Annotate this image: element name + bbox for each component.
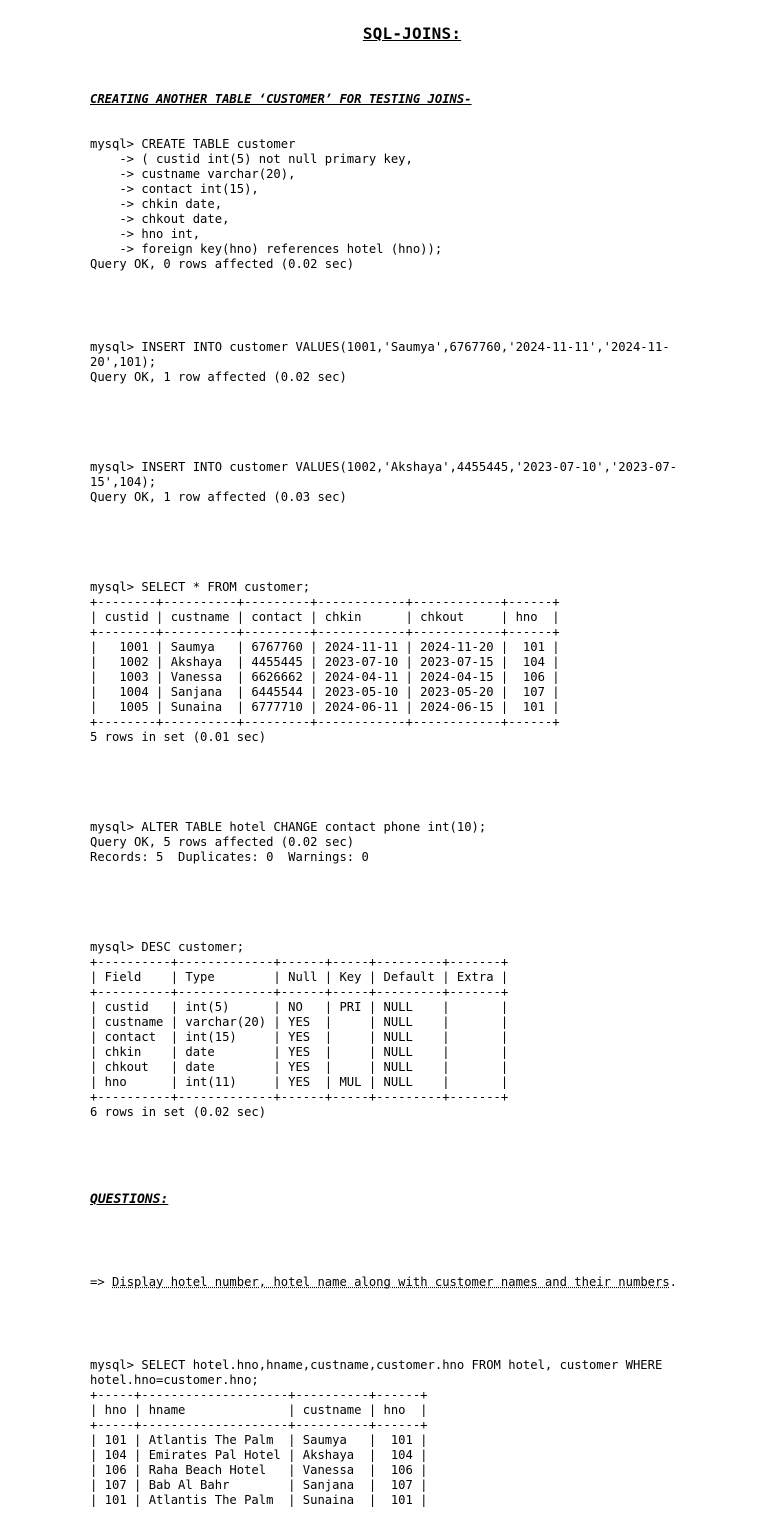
code-line: | chkout | date | YES | | NULL | |: [90, 1060, 509, 1074]
code-line: | hno | hname | custname | hno |: [90, 1403, 428, 1417]
code-line: -> chkout date,: [90, 212, 230, 226]
code-line: +--------+----------+---------+------------+------------+------+: [90, 715, 560, 729]
code-line: | custid | int(5) | NO | PRI | NULL | |: [90, 1000, 509, 1014]
code-line: | 106 | Raha Beach Hotel | Vanessa | 106 |: [90, 1463, 428, 1477]
code-line: Records: 5 Duplicates: 0 Warnings: 0: [90, 850, 369, 864]
code-line: hotel.hno=customer.hno;: [90, 1373, 259, 1387]
insert-1001-block: [90, 340, 750, 385]
code-line: | 1002 | Akshaya | 4455445 | 2023-07-10 | 2023-07-15 | 104 |: [90, 655, 560, 669]
code-line: -> contact int(15),: [90, 182, 259, 196]
code-line: -> foreign key(hno) references hotel (hno));: [90, 242, 443, 256]
questions-heading: QUESTIONS:: [90, 1192, 169, 1207]
join-query-block: [90, 1358, 750, 1508]
code-line: | custid | custname | contact | chkin | chkout | hno |: [90, 610, 560, 624]
select-customer-block: [90, 580, 750, 745]
code-line: +-----+--------------------+----------+------+: [90, 1388, 428, 1402]
question-prefix: =>: [90, 1275, 113, 1289]
code-line: mysql> DESC customer;: [90, 940, 245, 954]
code-line: 6 rows in set (0.02 sec): [90, 1105, 267, 1119]
question-suffix: .: [669, 1275, 678, 1289]
code-line: +--------+----------+---------+------------+------------+------+: [90, 625, 560, 639]
insert-1002-block: [90, 460, 750, 505]
document-body: [90, 62, 750, 1538]
code-line: mysql> INSERT INTO customer VALUES(1002,'Akshaya',4455445,'2023-07-10','2023-07-: [90, 460, 677, 474]
code-line: -> hno int,: [90, 227, 201, 241]
code-line: | 1003 | Vanessa | 6626662 | 2024-04-11 | 2024-04-15 | 106 |: [90, 670, 560, 684]
code-line: Query OK, 1 row affected (0.03 sec): [90, 490, 347, 504]
code-line: | 104 | Emirates Pal Hotel | Akshaya | 104 |: [90, 1448, 428, 1462]
code-line: | 1004 | Sanjana | 6445544 | 2023-05-10 | 2023-05-20 | 107 |: [90, 685, 560, 699]
code-line: mysql> SELECT * FROM customer;: [90, 580, 311, 594]
code-line: 5 rows in set (0.01 sec): [90, 730, 267, 744]
code-line: -> chkin date,: [90, 197, 223, 211]
code-line: mysql> CREATE TABLE customer: [90, 137, 296, 151]
code-line: mysql> ALTER TABLE hotel CHANGE contact phone int(10);: [90, 820, 487, 834]
code-line: -> custname varchar(20),: [90, 167, 296, 181]
desc-customer-block: [90, 940, 750, 1120]
code-line: | 107 | Bab Al Bahr | Sanjana | 107 |: [90, 1478, 428, 1492]
code-line: Query OK, 1 row affected (0.02 sec): [90, 370, 347, 384]
question-line: [90, 1275, 750, 1290]
alter-table-block: [90, 820, 750, 865]
code-line: | Field | Type | Null | Key | Default | Extra |: [90, 970, 509, 984]
code-line: +-----+--------------------+----------+------+: [90, 1418, 428, 1432]
code-line: | contact | int(15) | YES | | NULL | |: [90, 1030, 509, 1044]
page-title: SQL-JOINS:: [362, 24, 462, 43]
code-line: +----------+-------------+------+-----+---------+-------+: [90, 955, 509, 969]
question-text: Display hotel number, hotel name along with customer names and their numbers: [112, 1275, 670, 1289]
code-line: 15',104);: [90, 475, 157, 489]
code-line: | custname | varchar(20) | YES | | NULL | |: [90, 1015, 509, 1029]
code-line: +----------+-------------+------+-----+---------+-------+: [90, 1090, 509, 1104]
code-line: Query OK, 5 rows affected (0.02 sec): [90, 835, 355, 849]
code-line: Query OK, 0 rows affected (0.02 sec): [90, 257, 355, 271]
code-line: | 1005 | Sunaina | 6777710 | 2024-06-11 | 2024-06-15 | 101 |: [90, 700, 560, 714]
code-line: +--------+----------+---------+------------+------------+------+: [90, 595, 560, 609]
code-line: | 101 | Atlantis The Palm | Sunaina | 101 |: [90, 1493, 428, 1507]
create-table-block: [90, 137, 750, 272]
code-line: | hno | int(11) | YES | MUL | NULL | |: [90, 1075, 509, 1089]
code-line: mysql> SELECT hotel.hno,hname,custname,customer.hno FROM hotel, customer WHERE: [90, 1358, 663, 1372]
code-line: mysql> INSERT INTO customer VALUES(1001,'Saumya',6767760,'2024-11-11','2024-11-: [90, 340, 670, 354]
code-line: | chkin | date | YES | | NULL | |: [90, 1045, 509, 1059]
code-line: +----------+-------------+------+-----+---------+-------+: [90, 985, 509, 999]
code-line: -> ( custid int(5) not null primary key,: [90, 152, 413, 166]
code-line: | 101 | Atlantis The Palm | Saumya | 101 |: [90, 1433, 428, 1447]
code-line: 20',101);: [90, 355, 157, 369]
code-line: | 1001 | Saumya | 6767760 | 2024-11-11 | 2024-11-20 | 101 |: [90, 640, 560, 654]
section-heading: CREATING ANOTHER TABLE ‘CUSTOMER’ FOR TESTING JOINS-: [90, 92, 472, 106]
